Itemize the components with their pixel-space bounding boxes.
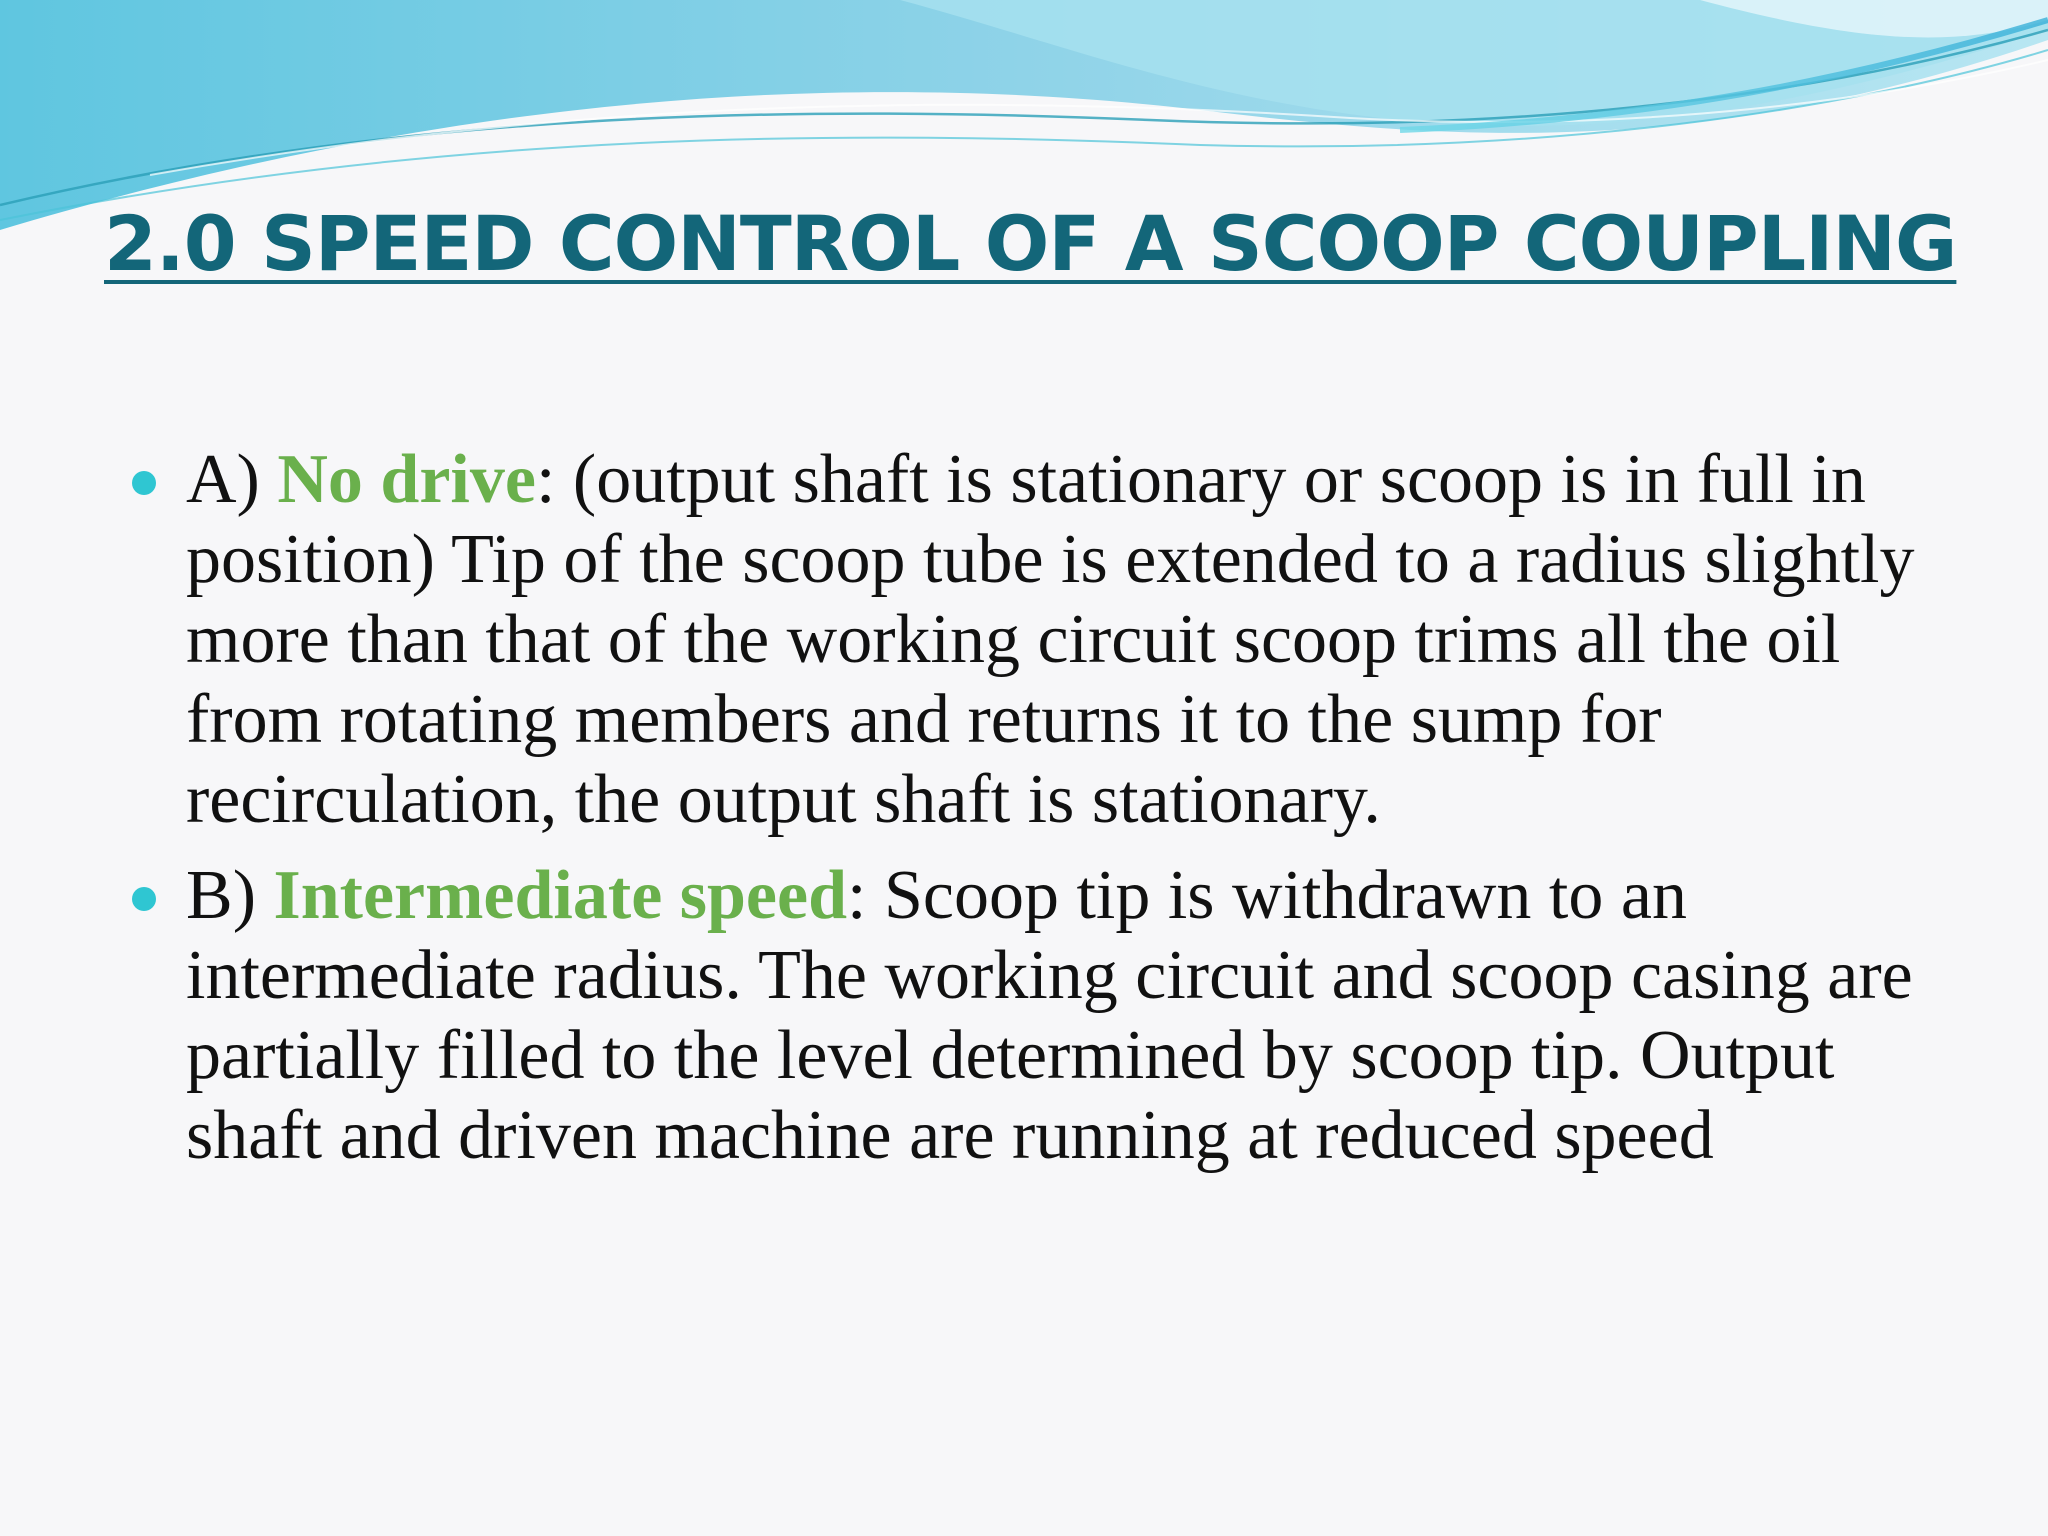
bullet-item-no-drive — [128, 440, 1928, 840]
slide-title: 2.0 SPEED CONTROL OF A SCOOP COUPLING — [104, 199, 1957, 288]
bullet-term: Intermediate speed — [273, 857, 848, 934]
bullet-item-intermediate-speed — [128, 856, 1928, 1176]
bullet-dot-icon — [132, 887, 156, 911]
bullet-text: : Scoop tip is withdrawn to an intermediate radius. The working circuit and scoop casing are partially filled to the level determined by scoop tip. Output shaft and driven machine are running at reduced speed — [186, 857, 1913, 1174]
bullet-dot-icon — [132, 471, 156, 495]
bullet-prefix: A) — [186, 441, 278, 518]
bullet-term: No drive — [277, 441, 536, 518]
bullet-prefix: B) — [186, 857, 274, 934]
bullet-list — [128, 440, 1928, 1176]
bullet-text: : (output shaft is stationary or scoop is in full in position) Tip of the scoop tube is extended to a radius slightly more than that of the working circuit scoop trims all the oil from rotating members and returns it to the sump for recirculation, the output shaft is stationary. — [186, 441, 1915, 838]
